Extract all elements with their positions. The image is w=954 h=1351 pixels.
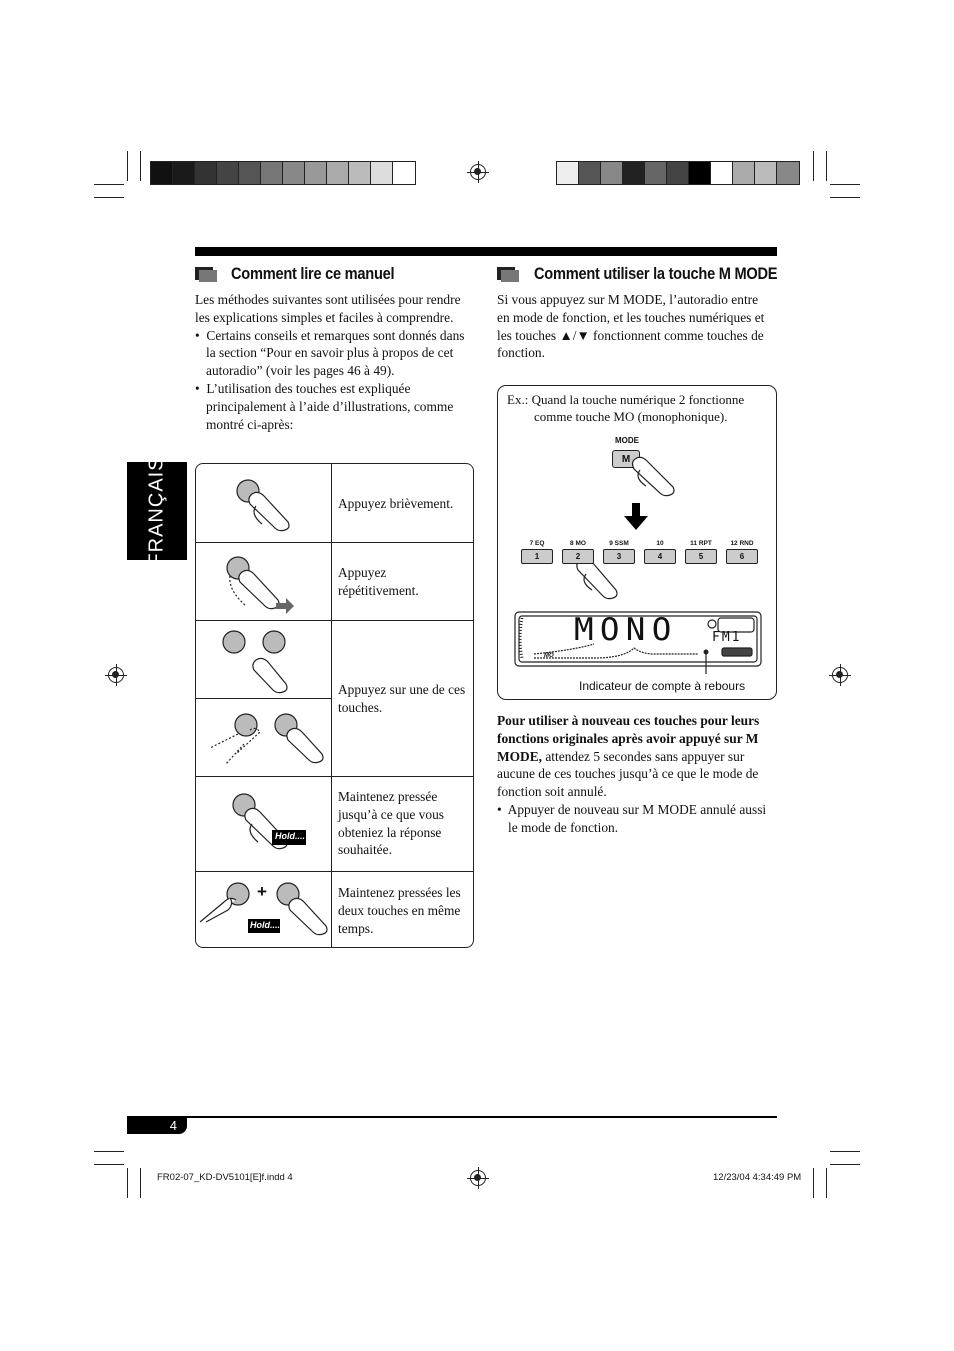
table-row-text-5: Maintenez pressées les deux touches en même temps. bbox=[338, 885, 461, 936]
display-band: FM1 bbox=[712, 630, 742, 645]
page-number: 4 bbox=[127, 1118, 187, 1134]
footer-rule bbox=[127, 1116, 777, 1118]
mode-label: MODE bbox=[615, 436, 639, 445]
registration-mark-left bbox=[108, 667, 124, 683]
display-mo-indicator: MO bbox=[544, 653, 554, 659]
plus-sign: + bbox=[257, 882, 267, 901]
number-key-6[interactable]: 12 RND 6 bbox=[726, 540, 758, 564]
color-bar-left bbox=[150, 161, 416, 185]
header-rule bbox=[195, 247, 777, 256]
hold-label-2: Hold.... bbox=[250, 920, 280, 930]
right-section-title: Comment utiliser la touche M MODE bbox=[534, 264, 778, 283]
language-tab bbox=[127, 456, 187, 566]
right-bullet: • Appuyer de nouveau sur M MODE annulé aussi le mode de fonction. bbox=[497, 801, 767, 835]
number-keys bbox=[521, 540, 761, 570]
left-bullet-1: • Certains conseils et remarques sont donnés dans la section “Pour en savoir plus à propos de cet autoradio” (voir les pages 46 à 49). bbox=[195, 327, 465, 379]
section-icon bbox=[497, 267, 519, 282]
table-row-text-1: Appuyez brièvement. bbox=[338, 496, 454, 511]
number-key-2[interactable]: 8 MO 2 bbox=[562, 540, 594, 564]
m-mode-button[interactable]: M bbox=[612, 450, 640, 468]
left-section-title: Comment lire ce manuel bbox=[231, 264, 395, 283]
language-tab-label: FRANÇAIS bbox=[145, 456, 168, 566]
number-key-3[interactable]: 9 SSM 3 bbox=[603, 540, 635, 564]
footer-date: 12/23/04 4:34:49 PM bbox=[713, 1172, 802, 1183]
press-briefly-icon bbox=[237, 480, 289, 531]
number-key-4[interactable]: 10 4 bbox=[644, 540, 676, 564]
press-repeatedly-icon bbox=[227, 557, 294, 614]
left-bullet-2: • L’utilisation des touches est expliquée principalement à l’aide d’illustrations, comme montré ci-après: bbox=[195, 380, 454, 432]
table-row-text-2: Appuyez répétitivement. bbox=[338, 565, 419, 598]
hold-label-1: Hold.... bbox=[275, 831, 305, 841]
section-icon bbox=[195, 267, 217, 282]
display-text: MONO bbox=[574, 612, 678, 648]
footer-file: FR02-07_KD-DV5101[E]f.indd 4 bbox=[157, 1172, 293, 1183]
countdown-indicator-label: Indicateur de compte à rebours bbox=[579, 679, 746, 693]
press-one-of-keys-icon bbox=[210, 631, 323, 764]
press-icons bbox=[196, 464, 331, 947]
registration-mark-bottom bbox=[470, 1170, 486, 1186]
table-row-text-3: Appuyez sur une de ces touches. bbox=[338, 682, 466, 715]
reset-bold-text: Pour utiliser à nouveau ces touches pour leurs fonctions originales après avoir appuyé sur M MODE, bbox=[497, 713, 760, 764]
right-intro: Si vous appuyez sur M MODE, l’autoradio entre en mode de fonction, et les touches numériques et les touches ▲/▼ fonctionnent comme touches de fonction. bbox=[497, 292, 765, 361]
registration-mark-right bbox=[832, 667, 848, 683]
reset-normal-text: attendez 5 secondes sans appuyer sur aucune de ces touches jusqu’à ce que le mode de fonction soit annulé. bbox=[497, 748, 759, 800]
left-section-body bbox=[195, 291, 475, 433]
example-caption: Ex.: Quand la touche numérique 2 fonctionne comme touche MO (monophonique). bbox=[507, 392, 745, 424]
number-key-5[interactable]: 11 RPT 5 bbox=[685, 540, 717, 564]
example-box bbox=[497, 385, 777, 700]
color-bar-right bbox=[556, 161, 800, 185]
button-illustration-table bbox=[195, 463, 474, 948]
registration-mark-top bbox=[470, 164, 486, 180]
left-intro: Les méthodes suivantes sont utilisées pour rendre les explications simples et faciles à comprendre. bbox=[195, 292, 461, 325]
right-body bbox=[497, 712, 777, 837]
number-key-1[interactable]: 7 EQ 1 bbox=[521, 540, 553, 564]
table-row-text-4: Maintenez pressée jusqu’à ce que vous obteniez la réponse souhaitée. bbox=[338, 789, 444, 858]
